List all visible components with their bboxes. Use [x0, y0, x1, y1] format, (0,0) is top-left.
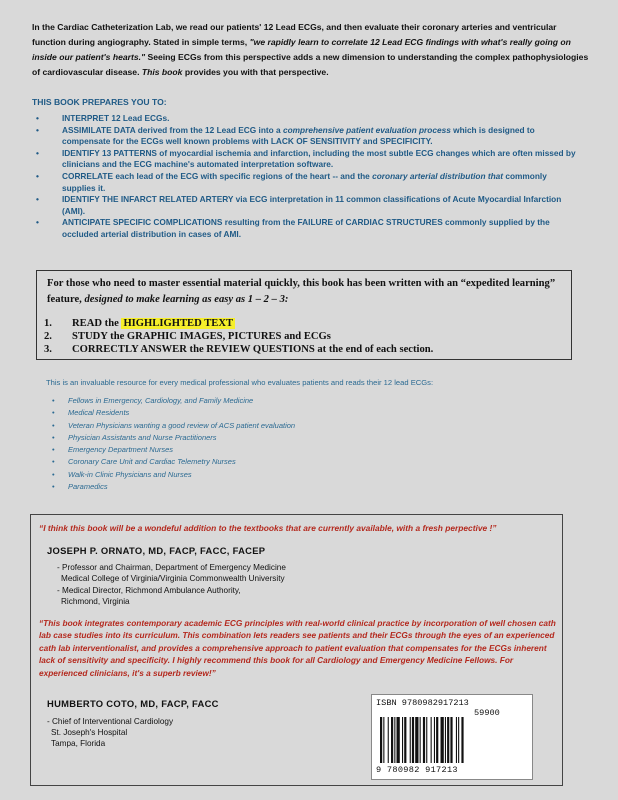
bullet-icon: •	[52, 469, 55, 479]
bullet-icon: •	[36, 113, 39, 123]
endorser-name-2: HUMBERTO COTO, MD, FACP, FACC	[47, 698, 219, 709]
endorser-credentials-1: - Professor and Chairman, Department of Emergency Medicine Medical College of Virginia/Virginia Commonwealth University - Medical Director, Richmond Ambulance Authority, Richmond, Virginia	[57, 563, 286, 607]
prepares-title: THIS BOOK PREPARES YOU TO:	[32, 97, 167, 107]
list-item: • ANTICIPATE SPECIFIC COMPLICATIONS resulting from the FAILURE of CARDIAC STRUCTURES commonly supplied by the occluded arterial distribution in cases of AMI.	[36, 217, 550, 239]
step-item: 2. STUDY the GRAPHIC IMAGES, PICTURES and ECGs	[44, 331, 331, 342]
list-item: • Fellows in Emergency, Cardiology, and Family Medicine	[50, 395, 295, 407]
bullet-icon: •	[36, 124, 39, 135]
list-item: • Coronary Care Unit and Cardiac Telemetry Nurses	[50, 456, 295, 468]
bullet-icon: •	[52, 457, 55, 467]
intro-this-book: This book	[141, 67, 183, 77]
list-item: • INTERPRET 12 Lead ECGs.	[36, 113, 170, 123]
bullet-icon: •	[52, 432, 55, 442]
list-item: • IDENTIFY THE INFARCT RELATED ARTERY via ECG interpretation in 11 common classifications of Acute Myocardial Infarction (AMI).	[36, 194, 562, 216]
audience-list	[50, 395, 295, 493]
bullet-icon: •	[36, 194, 39, 205]
expedited-steps	[44, 317, 433, 356]
endorsement-quote-1: “I think this book will be a wondeful addition to the textbooks that are currently available, with a fresh perpective !”	[39, 523, 497, 533]
step-item: 1. READ the HIGHLIGHTED TEXT	[44, 318, 234, 329]
intro-text-1: In the Cardiac Catheterization Lab, we read our patients' 12 Lead ECGs, and then evaluate their coronary arteries and ventricular function during angiography. Stated in simple terms,	[32, 22, 557, 47]
resource-statement: This is an invaluable resource for every medical professional who evaluates patients and reads their 12 lead ECGs:	[46, 378, 434, 387]
bullet-icon: •	[36, 147, 39, 158]
bullet-icon: •	[52, 420, 55, 430]
endorser-credentials-2: - Chief of Interventional Cardiology St. Joseph's Hospital Tampa, Florida	[47, 717, 174, 749]
barcode-icon	[378, 717, 526, 763]
list-item: • Physician Assistants and Nurse Practitioners	[50, 432, 295, 444]
highlighted-text: HIGHLIGHTED TEXT	[123, 318, 234, 329]
bullet-icon: •	[52, 445, 55, 455]
expedited-lead: For those who need to master essential material quickly, this book has been written with an “expedited learning” feature, designed to make learning as easy as 1 – 2 – 3:	[47, 278, 556, 305]
intro-paragraph	[32, 20, 592, 80]
list-item: • Medical Residents	[50, 407, 295, 419]
list-item: • ASSIMILATE DATA derived from the 12 Lead ECG into a comprehensive patient evaluation process which is designed to compensate for the ECGs well known problems with LACK OF SENSITIVITY and SPECIFICITY.	[36, 124, 535, 147]
list-item: • IDENTIFY 13 PATTERNS of myocardial ischemia and infarction, including the most subtle ECG changes which are often missed by clinicians and the ECG machine's automated interpretation software.	[36, 147, 576, 170]
isbn-number: ISBN 9780982917213	[376, 698, 469, 708]
list-item: • Emergency Department Nurses	[50, 444, 295, 456]
list-item: • CORRELATE each lead of the ECG with specific regions of the heart -- and the coronary arterial distribution that commonly supplies it.	[36, 170, 547, 193]
expedited-learning-box	[36, 270, 572, 360]
bullet-icon: •	[36, 170, 39, 181]
isbn-barcode	[371, 694, 533, 780]
isbn-digits: 9 780982 917213	[376, 765, 458, 775]
list-item: • Paramedics	[50, 481, 295, 493]
intro-text-2: Seeing ECGs from this perspective adds a new dimension to understanding the complex pathophysiologies of cardiovascular disease.	[32, 52, 589, 77]
list-item: • Walk-in Clinic Physicians and Nurses	[50, 469, 295, 481]
list-item: • Veteran Physicians wanting a good review of ACS patient evaluation	[50, 420, 295, 432]
step-item: 3. CORRECTLY ANSWER the REVIEW QUESTIONS at the end of each section.	[44, 344, 434, 355]
bullet-icon: •	[52, 482, 55, 492]
endorser-name-1: JOSEPH P. ORNATO, MD, FACP, FACC, FACEP	[47, 545, 266, 556]
bullet-icon: •	[36, 217, 39, 228]
prepares-list	[34, 113, 582, 241]
intro-text-3: provides you with that perspective.	[182, 67, 329, 77]
price-code: 59900	[474, 708, 500, 718]
intro-quote: "we rapidly learn to correlate 12 Lead ECG findings with what's really going on inside our patient's hearts."	[32, 37, 571, 62]
bullet-icon: •	[52, 408, 55, 418]
endorsement-quote-2: “This book integrates contemporary academic ECG principles with real-world clinical practice by incorporation of well chosen cath lab case studies into its curriculum. This combination lets readers see patients and their ECGs through the eyes of an experienced cath lab interventionalist, and provides a comprehensive approach to patient evaluation that compensates for the ECGs inherent lack of sensitivity and specificity. I highly recommend this book for all Cardiology and Emergency Medicine Fellows. For experienced clinicians, it's a superb review!”	[39, 618, 556, 678]
bullet-icon: •	[52, 396, 55, 405]
